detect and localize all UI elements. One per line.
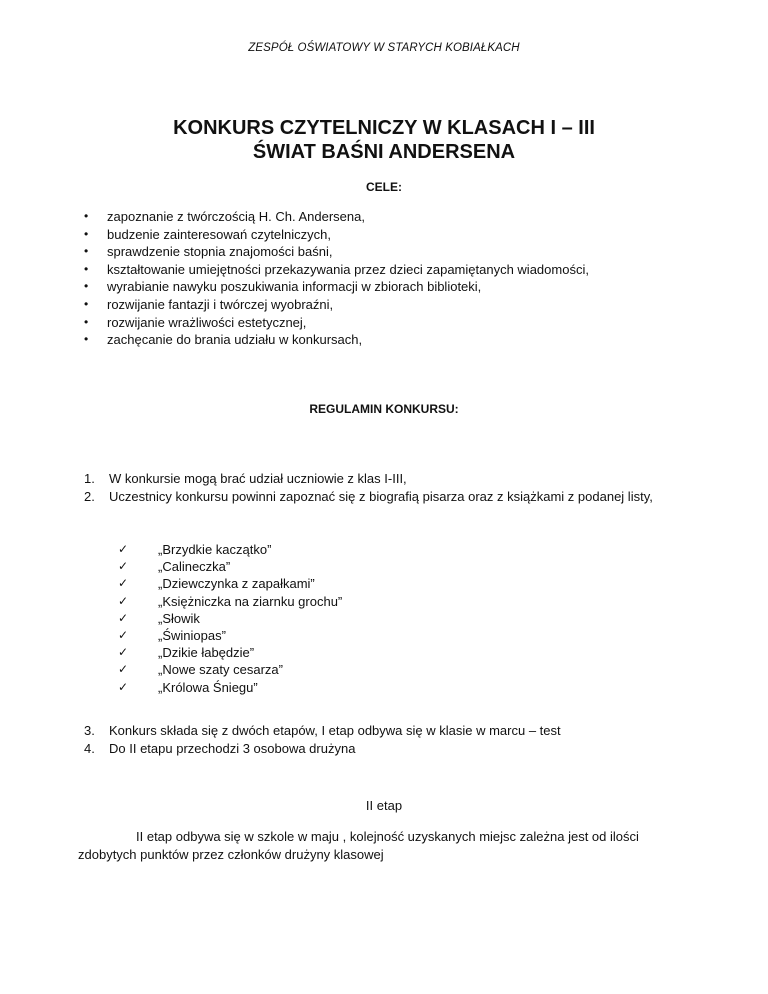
rules-list-second (84, 722, 684, 757)
stage2-paragraph (78, 828, 690, 863)
goals-list (84, 208, 589, 349)
rule-text: Uczestnicy konkursu powinni zapoznać się z biografią pisarza oraz z książkami z podanej listy, (109, 488, 653, 504)
rule-text: Do II etapu przechodzi 3 osobowa drużyna (109, 740, 356, 756)
rule-number: 4. (84, 740, 95, 756)
bullet-icon: • (84, 332, 89, 347)
stage2-heading: II etap (365, 798, 403, 813)
checkmark-icon: ✓ (118, 576, 129, 591)
rule-number: 2. (84, 488, 95, 504)
goal-item (84, 278, 589, 296)
book-title: „Brzydkie kaczątko” (158, 542, 272, 557)
goal-text: zachęcanie do brania udziału w konkursach, (107, 332, 363, 348)
goal-item (84, 331, 589, 349)
rule-number: 3. (84, 723, 95, 738)
rule-item (84, 488, 684, 506)
book-item (118, 627, 342, 644)
goal-text: sprawdzenie stopnia znajomości baśni, (107, 244, 333, 260)
goal-text: rozwijanie fantazji i twórczej wyobraźni, (107, 296, 334, 312)
goal-text: budzenie zainteresowań czytelniczych, (107, 226, 332, 242)
rules-list-first (84, 470, 684, 505)
rule-text: Konkurs składa się z dwóch etapów, I etap odbywa się w klasie w marcu – test (109, 723, 561, 738)
checkmark-icon: ✓ (118, 542, 129, 556)
rules-heading: REGULAMIN KONKURSU: (309, 402, 459, 416)
school-header: ZESPÓŁ OŚWIATOWY W STARYCH KOBIAŁKACH (248, 42, 520, 54)
rule-number: 1. (84, 471, 95, 486)
goal-text: rozwijanie wrażliwości estetycznej, (107, 314, 307, 330)
book-item (118, 610, 342, 627)
rule-item (84, 470, 684, 488)
checkmark-icon: ✓ (118, 610, 129, 625)
bullet-icon: • (84, 279, 89, 294)
book-title: „Dziewczynka z zapałkami” (158, 576, 315, 592)
book-title: „Nowe szaty cesarza” (158, 662, 283, 678)
goal-item (84, 243, 589, 261)
bullet-icon: • (84, 296, 89, 311)
goal-text: kształtowanie umiejętności przekazywania przez dzieci zapamiętanych wiadomości, (107, 261, 589, 277)
goal-item (84, 314, 589, 332)
goal-text: wyrabianie nawyku poszukiwania informacji w zbiorach biblioteki, (107, 279, 482, 295)
goal-item (84, 296, 589, 314)
book-title: „Dzikie łabędzie” (158, 645, 255, 661)
goals-heading: CELE: (366, 180, 402, 194)
bullet-icon: • (84, 226, 89, 241)
book-title: „Księżniczka na ziarnku grochu” (158, 593, 343, 609)
book-title: „Królowa Śniegu” (158, 679, 258, 695)
checkmark-icon: ✓ (118, 593, 129, 608)
book-item (118, 679, 342, 696)
bullet-icon: • (84, 209, 89, 223)
book-item (118, 593, 342, 610)
rule-text: W konkursie mogą brać udział uczniowie z klas I-III, (109, 471, 407, 486)
checkmark-icon: ✓ (118, 662, 129, 677)
title-line-2: ŚWIAT BAŚNI ANDERSENA (252, 141, 516, 163)
stage2-text: II etap odbywa się w szkole w maju , kolejność uzyskanych miejsc zależna jest od ilości zdobytych punktów przez członków drużyny klasowej (78, 829, 639, 862)
rule-item (84, 740, 684, 758)
goal-item (84, 261, 589, 279)
book-item (118, 575, 342, 592)
book-item (118, 558, 342, 575)
book-title: „Słowik (158, 610, 200, 626)
checkmark-icon: ✓ (118, 628, 129, 643)
document-title (0, 116, 768, 164)
goal-item (84, 226, 589, 244)
bullet-icon: • (84, 261, 89, 276)
book-item (118, 541, 342, 558)
goal-text: zapoznanie z twórczością H. Ch. Andersena, (107, 209, 365, 224)
book-item (118, 661, 342, 678)
checkmark-icon: ✓ (118, 559, 129, 574)
title-line-1: KONKURS CZYTELNICZY W KLASACH I – III (173, 117, 595, 139)
book-title: „Świniopas” (158, 628, 226, 644)
checkmark-icon: ✓ (118, 679, 129, 694)
bullet-icon: • (84, 244, 89, 259)
book-item (118, 644, 342, 661)
book-title: „Calineczka” (158, 559, 231, 575)
goal-item (84, 208, 589, 226)
checkmark-icon: ✓ (118, 645, 129, 660)
book-list (118, 541, 342, 696)
bullet-icon: • (84, 314, 89, 329)
rule-item (84, 722, 684, 740)
